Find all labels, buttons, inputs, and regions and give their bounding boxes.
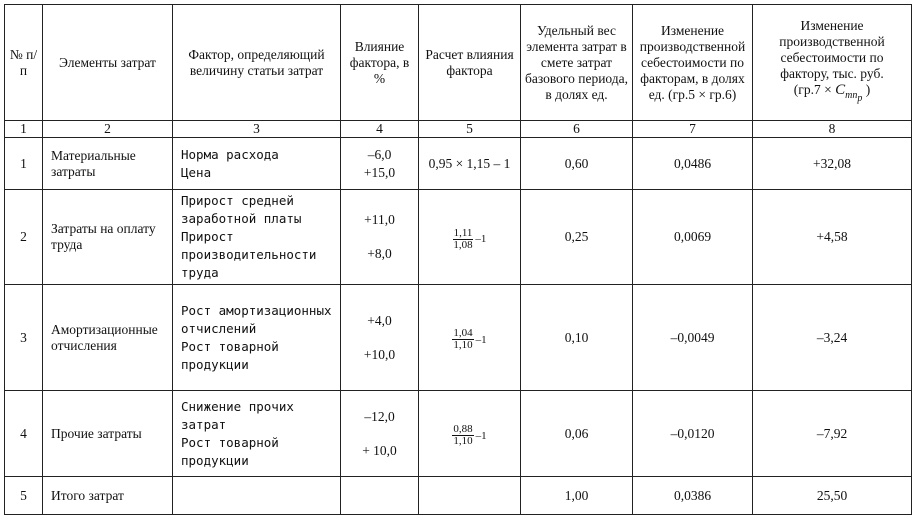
- row-change-rub: +4,58: [753, 190, 912, 285]
- calc-fraction: [453, 228, 487, 251]
- row-num: 2: [5, 190, 43, 285]
- col-number: 2: [43, 121, 173, 138]
- col-number: 3: [173, 121, 341, 138]
- calc-tail: –1: [475, 233, 487, 245]
- factor-2: Рост товарной продукции: [181, 434, 279, 468]
- row-change-rub: +32,08: [753, 138, 912, 190]
- factor-1: Прирост средней заработной платы: [181, 193, 302, 226]
- calc-numerator: 1,04: [453, 327, 473, 339]
- cost-factor-table: [4, 4, 912, 515]
- table-row: [5, 391, 912, 477]
- factor-1: Рост амортизационных отчислений: [181, 302, 332, 336]
- row-share: 0,60: [521, 138, 633, 190]
- influence-1: –12,0: [364, 408, 395, 424]
- influence-2: +10,0: [363, 346, 396, 362]
- row-num: 5: [5, 477, 43, 515]
- influence-2: +15,0: [363, 164, 396, 180]
- row-num: 3: [5, 285, 43, 391]
- calc-denominator: 1,10: [453, 339, 473, 351]
- table-row: [5, 138, 912, 190]
- header-influence: Влияние фактора, в %: [341, 5, 419, 121]
- influence-2: +8,0: [367, 246, 392, 261]
- row-share: 0,10: [521, 285, 633, 391]
- factor-2: Прирост производительности труда: [181, 229, 317, 280]
- row-change-rub: –3,24: [753, 285, 912, 391]
- table-row: [5, 285, 912, 391]
- row-factors: [173, 391, 341, 477]
- influence-1: +4,0: [367, 312, 392, 328]
- calc-denominator: 1,10: [453, 435, 473, 447]
- factor-1: Норма расхода: [181, 146, 279, 162]
- calc-tail: –1: [475, 429, 487, 442]
- col-number: 8: [753, 121, 912, 138]
- row-factors: [173, 285, 341, 391]
- factor-2: Цена: [181, 164, 212, 180]
- row-calc: 0,95 × 1,15 – 1: [419, 138, 521, 190]
- row-element: Материальные затраты: [43, 138, 173, 190]
- header-change-rub-text: Изменение производственной себестоимости по фактору, тыс. руб.: [779, 18, 885, 81]
- factor-2: Рост товарной продукции: [181, 338, 279, 372]
- row-share: 0,25: [521, 190, 633, 285]
- col-number: 1: [5, 121, 43, 138]
- calc-denominator: 1,08: [453, 238, 473, 251]
- row-change: 0,0386: [633, 477, 753, 515]
- column-number-row: [5, 121, 912, 138]
- influence-2: + 10,0: [362, 442, 397, 458]
- header-change-rub-formula: ($гр.7 \times C_{тп_р}$ ): [793, 82, 871, 104]
- row-factors: [173, 190, 341, 285]
- calc-numerator: 1,11: [453, 226, 473, 239]
- row-change: 0,0069: [633, 190, 753, 285]
- row-factors: [173, 138, 341, 190]
- row-change: –0,0049: [633, 285, 753, 391]
- row-element: Затраты на оплату труда: [43, 190, 173, 285]
- col-number: 6: [521, 121, 633, 138]
- row-element: Итого затрат: [43, 477, 173, 515]
- header-change: Изменение производственной себестоимости по факторам, в долях ед. (гр.5 × гр.6): [633, 5, 753, 121]
- header-num: № п/п: [5, 5, 43, 121]
- influence-1: +11,0: [364, 212, 395, 227]
- row-share: 0,06: [521, 391, 633, 477]
- header-factor: Фактор, определяющий величину статьи затрат: [173, 5, 341, 121]
- row-influence: [341, 190, 419, 285]
- header-calc: Расчет влияния фактора: [419, 5, 521, 121]
- factor-1: Снижение прочих затрат: [181, 398, 294, 432]
- row-change-rub: 25,50: [753, 477, 912, 515]
- row-influence: [341, 285, 419, 391]
- influence-1: –6,0: [367, 146, 392, 162]
- row-calc: [419, 391, 521, 477]
- calc-fraction: [452, 328, 486, 351]
- row-share: 1,00: [521, 477, 633, 515]
- header-element: Элементы затрат: [43, 5, 173, 121]
- col-number: 4: [341, 121, 419, 138]
- row-change-rub: –7,92: [753, 391, 912, 477]
- row-influence: [341, 391, 419, 477]
- row-change: 0,0486: [633, 138, 753, 190]
- header-change-rub: [753, 5, 912, 121]
- calc-fraction: [452, 424, 486, 447]
- col-number: 5: [419, 121, 521, 138]
- header-row: [5, 5, 912, 121]
- total-row: [5, 477, 912, 515]
- row-element: Прочие затраты: [43, 391, 173, 477]
- header-share: Удельный вес элемента затрат в смете затрат базового периода, в долях ед.: [521, 5, 633, 121]
- table-row: [5, 190, 912, 285]
- row-element: Амортизационные отчисления: [43, 285, 173, 391]
- col-number: 7: [633, 121, 753, 138]
- row-num: 4: [5, 391, 43, 477]
- calc-tail: –1: [475, 333, 487, 346]
- row-calc: [419, 285, 521, 391]
- row-change: –0,0120: [633, 391, 753, 477]
- row-num: 1: [5, 138, 43, 190]
- row-calc: [419, 190, 521, 285]
- calc-numerator: 0,88: [453, 423, 473, 435]
- row-influence: [341, 138, 419, 190]
